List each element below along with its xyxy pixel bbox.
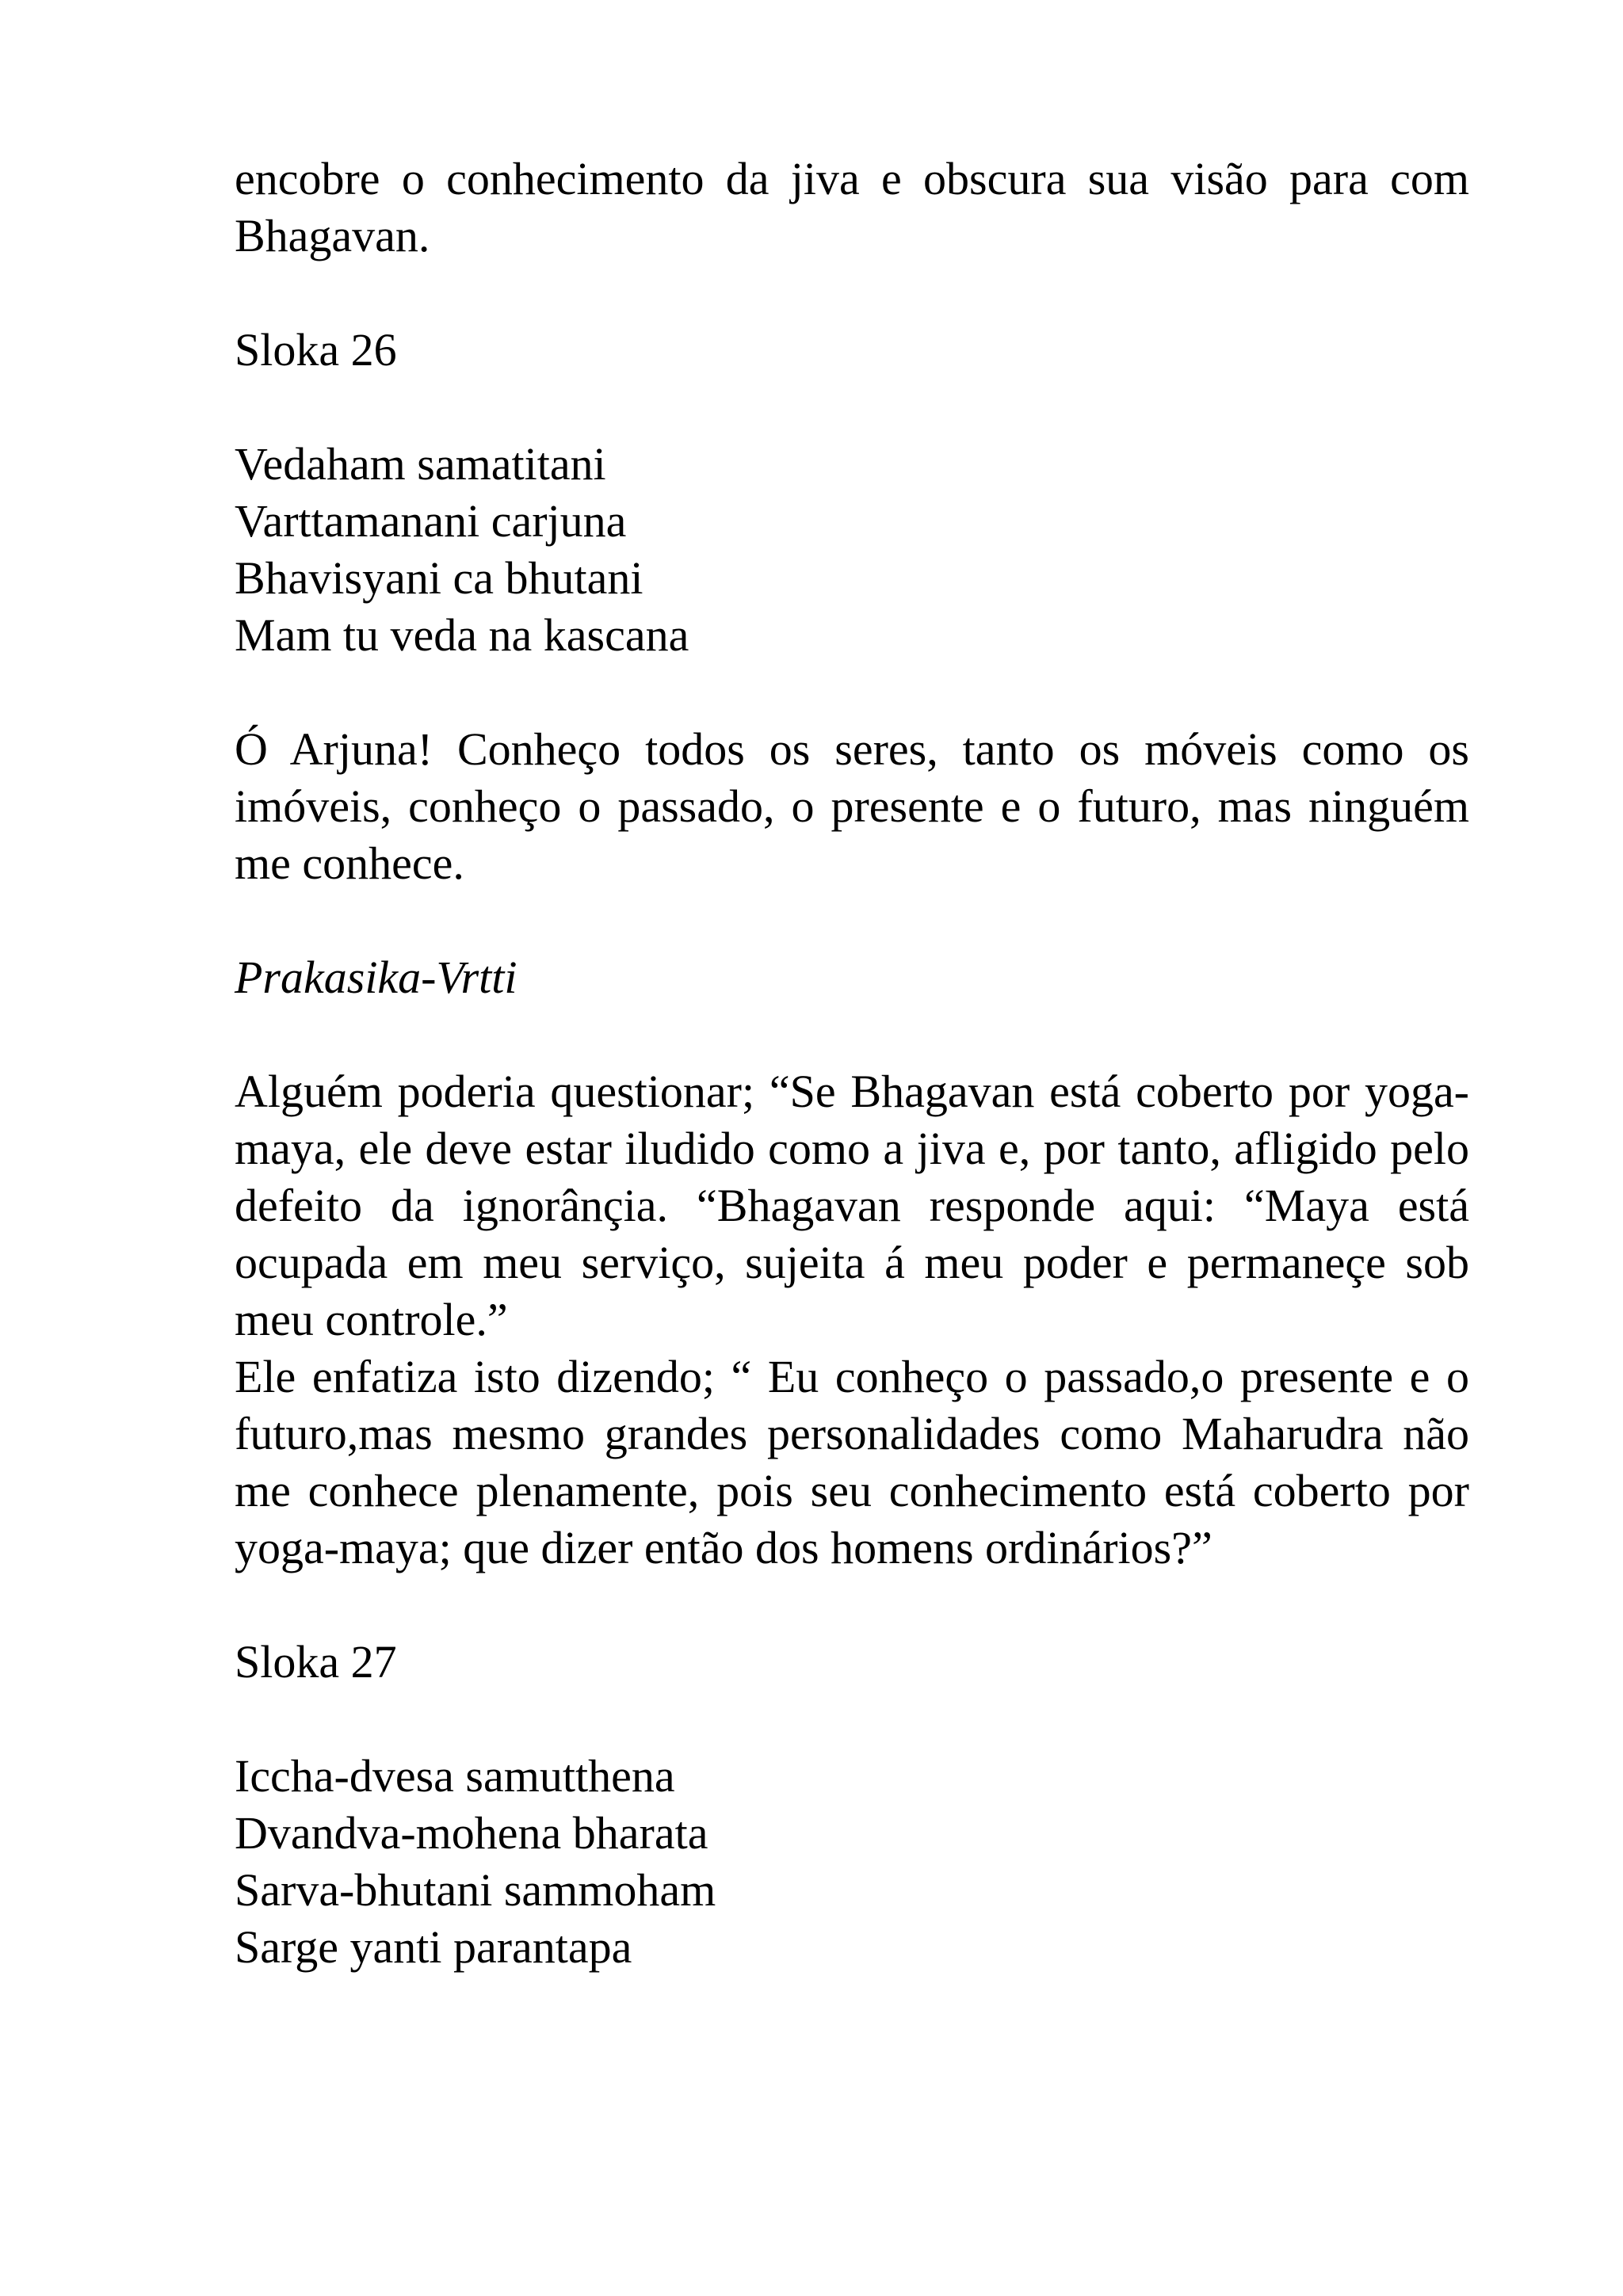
- sloka-26-translation: Ó Arjuna! Conheço todos os seres, tanto os móveis como os imóveis, conheço o passado, o presente e o futuro, mas ninguém me conhece.: [235, 723, 1469, 889]
- verse-line: Mam tu veda na kascana: [235, 609, 689, 661]
- verse-line: Vedaham samatitani: [235, 438, 606, 490]
- commentary-paragraph-2: Ele enfatiza isto dizendo; “ Eu conheço o passado,o presente e o futuro,mas mesmo grandes personalidades como Maharudra não me conhece plenamente, pois seu conhecimento está coberto por yoga-maya; que dizer então dos homens ordinários?”: [235, 1351, 1469, 1573]
- intro-paragraph: encobre o conhecimento da jiva e obscura sua visão para com Bhagavan.: [235, 153, 1469, 261]
- verse-line: Sarva-bhutani sammoham: [235, 1864, 716, 1916]
- commentary-paragraph-1: Alguém poderia questionar; “Se Bhagavan está coberto por yoga-maya, ele deve estar iludido como a jiva e, por tanto, afligido pelo defeito da ignorânçia. “Bhagavan responde aqui: “Maya está ocupada em meu serviço, sujeita á meu poder e permaneçe sob meu controle.”: [235, 1066, 1469, 1345]
- verse-line: Dvandva-mohena bharata: [235, 1807, 708, 1859]
- commentary-heading: Prakasika-Vrtti: [235, 952, 517, 1003]
- page-content: [235, 151, 1469, 2033]
- sloka-26-verse: [235, 436, 1469, 664]
- verse-line: Bhavisyani ca bhutani: [235, 552, 643, 604]
- verse-line: Varttamanani carjuna: [235, 495, 627, 547]
- verse-line: Sarge yanti parantapa: [235, 1921, 632, 1973]
- sloka-26-heading: Sloka 26: [235, 324, 397, 376]
- sloka-27-verse: [235, 1748, 1469, 1976]
- sloka-27-heading: Sloka 27: [235, 1636, 397, 1688]
- verse-line: Iccha-dvesa samutthena: [235, 1750, 675, 1802]
